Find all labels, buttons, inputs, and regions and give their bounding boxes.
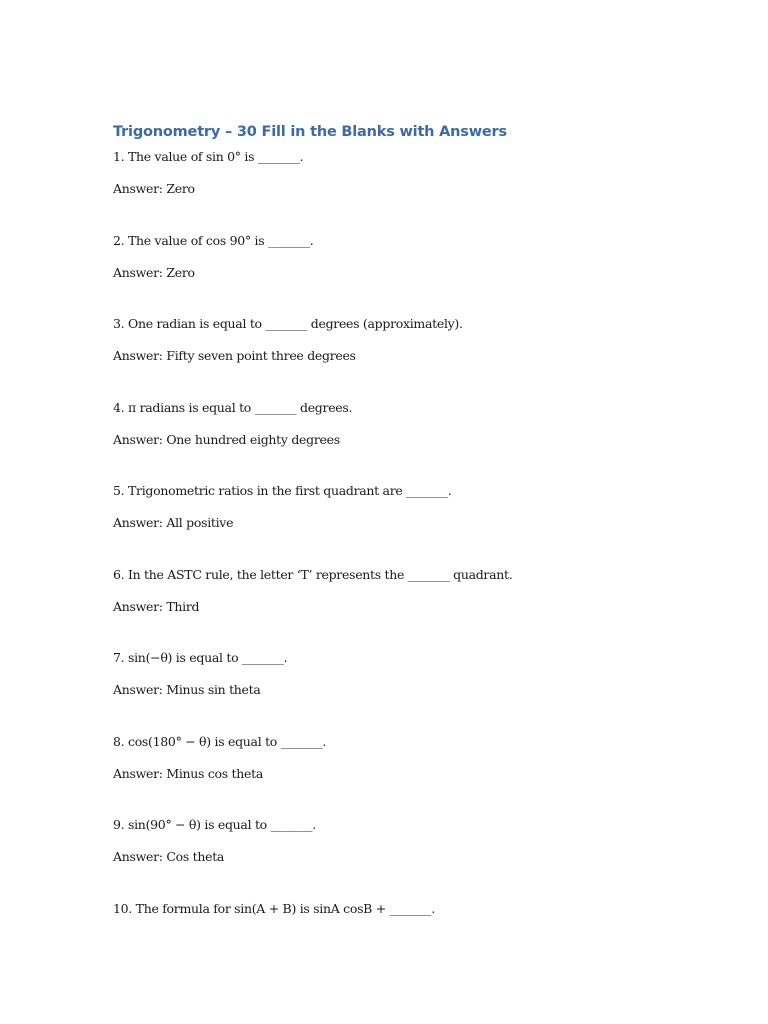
question-item-4	[113, 399, 733, 483]
question-text: 8. cos(180° − θ) is equal to _______.	[113, 733, 327, 749]
question-text: 2. The value of cos 90° is _______.	[113, 232, 314, 248]
question-text: 5. Trigonometric ratios in the first quadrant are _______.	[113, 483, 452, 498]
question-text: 3. One radian is equal to _______ degrees (approximately).	[113, 316, 463, 331]
question-item-3	[113, 315, 733, 399]
question-text: 9. sin(90° − θ) is equal to _______.	[113, 817, 316, 832]
question-item-6	[113, 566, 733, 650]
answer-text: Answer: All positive	[113, 515, 234, 530]
question-text: 1. The value of sin 0° is _______.	[113, 149, 304, 164]
question-text: 10. The formula for sin(A + B) is sinA cosB + _______.	[113, 900, 435, 916]
question-text: 7. sin(−θ) is equal to _______.	[113, 650, 288, 665]
document-title: Trigonometry – 30 Fill in the Blanks with Answers	[113, 124, 507, 140]
answer-text: Answer: Zero	[113, 181, 195, 196]
question-text: 6. In the ASTC rule, the letter ‘T’ represents the _______ quadrant.	[113, 566, 513, 582]
question-item-7	[113, 649, 733, 733]
question-item-2	[113, 232, 733, 316]
question-text: 4. π radians is equal to _______ degrees.	[113, 399, 353, 415]
question-item-9	[113, 816, 733, 900]
answer-text: Answer: Minus sin theta	[113, 682, 261, 697]
answer-text: Answer: Minus cos theta	[113, 765, 263, 781]
question-list	[113, 148, 733, 983]
answer-text: Answer: Fifty seven point three degrees	[113, 348, 356, 363]
question-item-1	[113, 148, 733, 232]
answer-text: Answer: Zero	[113, 264, 195, 280]
answer-text: Answer: One hundred eighty degrees	[113, 431, 340, 447]
question-item-5	[113, 482, 733, 566]
answer-text: Answer: Cos theta	[113, 849, 225, 864]
question-item-10	[113, 900, 733, 984]
answer-text: Answer: Third	[113, 598, 200, 614]
question-item-8	[113, 733, 733, 817]
